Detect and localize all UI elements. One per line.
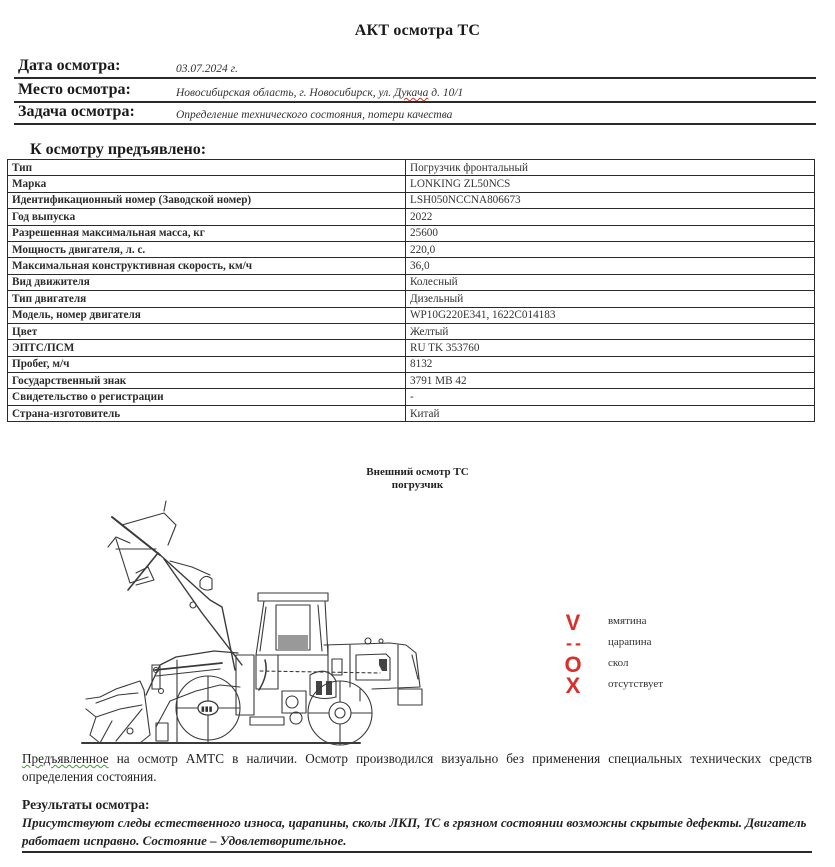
spec-key: Максимальная конструктивная скорость, км/ч [8, 258, 406, 274]
missing-symbol-icon: X [565, 673, 581, 698]
spec-row [8, 373, 815, 389]
spec-value: Китай [406, 405, 815, 421]
spec-key: Модель, номер двигателя [8, 307, 406, 323]
spec-value: 25600 [406, 225, 815, 241]
spec-value: 36,0 [406, 258, 815, 274]
svg-text:▮▮▮: ▮▮▮ [201, 705, 213, 713]
spec-key: Свидетельство о регистрации [8, 389, 406, 405]
spec-row [8, 389, 815, 405]
legend-label-dent: вмятина [608, 615, 647, 627]
inspection-task-value: Определение технического состояния, потери качества [176, 109, 453, 121]
spec-value: RU TK 353760 [406, 340, 815, 356]
spec-value: 8132 [406, 356, 815, 372]
spec-key: Страна-изготовитель [8, 405, 406, 421]
spec-key: Разрешенная максимальная масса, кг [8, 225, 406, 241]
spec-row [8, 291, 815, 307]
inspection-date-label: Дата осмотра: [18, 57, 121, 74]
spec-key: Тип двигателя [8, 291, 406, 307]
rear-wheel [308, 681, 372, 745]
spec-value: Колесный [406, 274, 815, 290]
spec-key: Вид движителя [8, 274, 406, 290]
spec-value: - [406, 389, 815, 405]
wheel-loader-diagram-icon [60, 495, 480, 750]
results-text: Присутствуют следы естественного износа, царапины, сколы ЛКП, ТС в грязном состоянии возможны скрытые дефекты. Двигатель работает исправно. Состояние – Удовлетворительное. [22, 815, 807, 848]
spec-row [8, 356, 815, 372]
spec-value: LONKING ZL50NCS [406, 176, 815, 192]
legend-label-missing: отсутствует [608, 678, 664, 690]
spec-row [8, 405, 815, 421]
spec-row [8, 225, 815, 241]
exterior-title-line1: Внешний осмотр ТС [366, 466, 469, 478]
place-suffix: д. 10/1 [428, 87, 464, 99]
spec-key: Тип [8, 160, 406, 176]
spec-value: Желтый [406, 323, 815, 339]
inspection-place-value [176, 87, 463, 99]
spec-row [8, 209, 815, 225]
inspection-place-row [14, 79, 816, 103]
spec-key: Марка [8, 176, 406, 192]
spec-value: Погрузчик фронтальный [406, 160, 815, 176]
place-street-misspelled: Дукача [394, 87, 429, 99]
spec-table [7, 159, 815, 422]
legend-label-chip: скол [608, 657, 629, 669]
legend-label-scratch: царапина [608, 636, 652, 648]
description-paragraph [22, 750, 812, 786]
spec-value: Дизельный [406, 291, 815, 307]
spec-value: WP10G220E341, 1622C014183 [406, 307, 815, 323]
inspection-task-label: Задача осмотра: [18, 103, 135, 120]
spec-key: Идентификационный номер (Заводской номер) [8, 192, 406, 208]
spec-key: Год выпуска [8, 209, 406, 225]
results-title: Результаты осмотра: [22, 797, 150, 812]
spec-row [8, 258, 815, 274]
spec-row [8, 241, 815, 257]
rear-body [324, 638, 422, 705]
spec-row [8, 323, 815, 339]
front-frame [146, 651, 240, 743]
spec-key: Пробег, м/ч [8, 356, 406, 372]
dent-symbol-icon: V [565, 610, 581, 635]
spec-row [8, 307, 815, 323]
exterior-title [0, 466, 835, 492]
spec-key: ЭПТС/ПСМ [8, 340, 406, 356]
lowered-bucket [86, 681, 168, 743]
chip-symbol-icon: O [564, 652, 582, 677]
inspection-date-row [14, 55, 816, 79]
spec-key: Государственный знак [8, 373, 406, 389]
inspection-date-value: 03.07.2024 г. [176, 63, 238, 75]
spec-value: 220,0 [406, 241, 815, 257]
results-underline [22, 851, 812, 853]
spec-value: LSH050NCCNA806673 [406, 192, 815, 208]
spec-section-title: К осмотру предъявлено: [30, 141, 207, 158]
raised-bucket [108, 501, 176, 590]
document-title: АКТ осмотра ТС [354, 22, 481, 39]
spec-row [8, 192, 815, 208]
spec-value: 2022 [406, 209, 815, 225]
spec-key: Мощность двигателя, л. с. [8, 241, 406, 257]
cab [256, 593, 328, 655]
inspection-place-label: Место осмотра: [18, 81, 131, 98]
scratch-symbol-icon: - - [566, 633, 580, 653]
spec-row [8, 340, 815, 356]
spec-value: 3791 МВ 42 [406, 373, 815, 389]
place-prefix: Новосибирская область, г. Новосибирск, ул. [176, 87, 395, 99]
spec-key: Цвет [8, 323, 406, 339]
description-first-word: Предъявленное [22, 751, 109, 766]
spec-row [8, 176, 815, 192]
exterior-title-line2: погрузчик [391, 479, 444, 491]
spec-row [8, 160, 815, 176]
spec-row [8, 274, 815, 290]
description-rest: на осмотр АМТС в наличии. Осмотр производился визуально без применения специальных технических средств определения состояния. [22, 751, 812, 784]
inspection-task-row [14, 101, 816, 125]
